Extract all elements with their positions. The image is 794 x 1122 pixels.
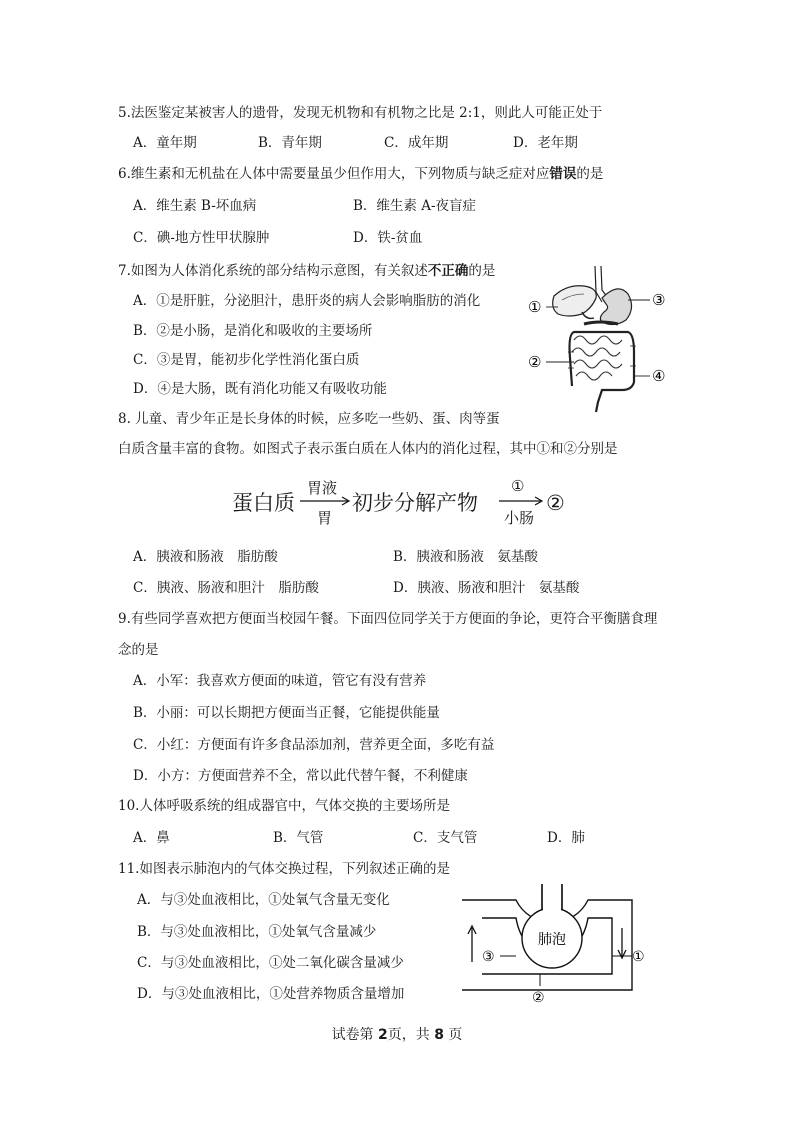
q7-stem-end: 的是 (468, 263, 496, 279)
q11-option-b[interactable]: B．与③处血液相比，①处氧气含量减少 (137, 924, 377, 940)
digestive-system-figure (522, 262, 672, 422)
q10-option-b[interactable]: B．气管 (273, 830, 324, 846)
q11-option-d[interactable]: D．与③处血液相比，①处营养物质含量增加 (137, 986, 405, 1002)
q6-option-c[interactable]: C．碘-地方性甲状腺肿 (133, 230, 270, 246)
q6-stem-text: 6.维生素和无机盐在人体中需要量虽少但作用大，下列物质与缺乏症对应 (118, 166, 550, 182)
q8-stem-line2: 白质含量丰富的食物。如图式子表示蛋白质在人体内的消化过程，其中①和②分别是 (118, 441, 618, 457)
eq-start: 蛋白质 (232, 491, 295, 515)
q7-stem-emphasis: 不正确 (427, 263, 469, 279)
eq-arrow1-top: 胃液 (307, 479, 338, 497)
q7-option-d[interactable]: D．④是大肠，既有消化功能又有吸收功能 (133, 381, 387, 397)
q6-stem (118, 165, 603, 183)
q10-option-a[interactable]: A．鼻 (133, 830, 170, 846)
q7-option-b[interactable]: B．②是小肠，是消化和吸收的主要场所 (133, 323, 373, 339)
label-1: ① (632, 949, 645, 965)
label-liver: ① (528, 298, 542, 316)
footer-pre: 试卷第 (331, 1027, 379, 1043)
q11-option-a[interactable]: A．与③处血液相比，①处氧气含量无变化 (137, 892, 390, 908)
q9-stem-line2: 念的是 (118, 642, 159, 658)
q8-option-b[interactable]: B．胰液和肠液 氨基酸 (393, 549, 538, 565)
q5-option-d[interactable]: D．老年期 (513, 135, 578, 151)
label-2: ② (532, 990, 545, 1006)
q5-option-c[interactable]: C．成年期 (384, 135, 449, 151)
q5-option-a[interactable]: A．童年期 (133, 135, 197, 151)
label-3: ③ (482, 949, 495, 965)
alveolus-label: 肺泡 (538, 932, 566, 948)
q9-option-a[interactable]: A．小军：我喜欢方便面的味道，管它有没有营养 (133, 673, 427, 689)
alveolus-figure (460, 882, 650, 1007)
q8-option-c[interactable]: C．胰液、肠液和胆汁 脂肪酸 (133, 580, 319, 596)
q8-option-d[interactable]: D．胰液、肠液和胆汁 氨基酸 (393, 580, 580, 596)
eq-middle: 初步分解产物 (352, 491, 478, 515)
q9-option-c[interactable]: C．小红：方便面有许多食品添加剂，营养更全面，多吃有益 (133, 737, 495, 753)
eq-arrow2-bottom: 小肠 (504, 509, 535, 527)
page-footer (0, 1024, 794, 1044)
eq-arrow2 (497, 496, 545, 506)
q7-option-a[interactable]: A．①是肝脏，分泌胆汁，患肝炎的病人会影响脂肪的消化 (133, 293, 481, 309)
small-intestine (572, 336, 622, 380)
q8-stem-line1: 8. 儿童、青少年正是长身体的时候，应多吃一些奶、蛋、肉等蛋 (118, 411, 500, 427)
q9-option-d[interactable]: D．小方：方便面营养不全，常以此代替午餐，不利健康 (133, 768, 468, 784)
eq-arrow1 (298, 496, 352, 506)
large-intestine (570, 332, 635, 412)
q6-stem-emphasis: 错误 (549, 166, 577, 182)
q7-stem-text: 7.如图为人体消化系统的部分结构示意图，有关叙述 (118, 263, 428, 279)
eq-arrow1-bottom: 胃 (317, 509, 333, 527)
eq-arrow2-top: ① (511, 477, 525, 495)
footer-post: 页 (443, 1027, 463, 1043)
q7-option-c[interactable]: C．③是胃，能初步化学性消化蛋白质 (133, 352, 360, 368)
label-large-intestine: ④ (652, 367, 666, 385)
q6-stem-end: 的是 (576, 166, 604, 182)
label-small-intestine: ② (528, 353, 542, 371)
q6-option-d[interactable]: D．铁-贫血 (353, 230, 423, 246)
eq-end: ② (546, 491, 565, 515)
q5-option-b[interactable]: B．青年期 (258, 135, 322, 151)
footer-page-number: 2 (378, 1027, 388, 1043)
q10-stem: 10.人体呼吸系统的组成器官中，气体交换的主要场所是 (118, 798, 450, 814)
q11-stem: 11.如图表示肺泡内的气体交换过程，下列叙述正确的是 (118, 861, 450, 877)
q9-stem-line1: 9.有些同学喜欢把方便面当校园午餐。下面四位同学关于方便面的争论，更符合平衡膳食理 (118, 611, 658, 627)
q10-option-d[interactable]: D．肺 (547, 830, 585, 846)
label-stomach: ③ (652, 291, 666, 309)
q8-option-a[interactable]: A．胰液和肠液 脂肪酸 (133, 549, 278, 565)
footer-mid: 页，共 (387, 1027, 435, 1043)
q11-option-c[interactable]: C．与③处血液相比，①处二氧化碳含量减少 (137, 955, 404, 971)
liver-shape (553, 286, 597, 316)
q6-option-b[interactable]: B．维生素 A-夜盲症 (353, 198, 477, 214)
q9-option-b[interactable]: B．小丽：可以长期把方便面当正餐，它能提供能量 (133, 705, 440, 721)
footer-total-pages: 8 (434, 1027, 444, 1043)
q5-stem: 5.法医鉴定某被害人的遗骨，发现无机物和有机物之比是 2:1，则此人可能正处于 (118, 105, 603, 121)
q6-option-a[interactable]: A．维生素 B-坏血病 (133, 198, 257, 214)
q10-option-c[interactable]: C．支气管 (413, 830, 478, 846)
q7-stem (118, 262, 495, 280)
